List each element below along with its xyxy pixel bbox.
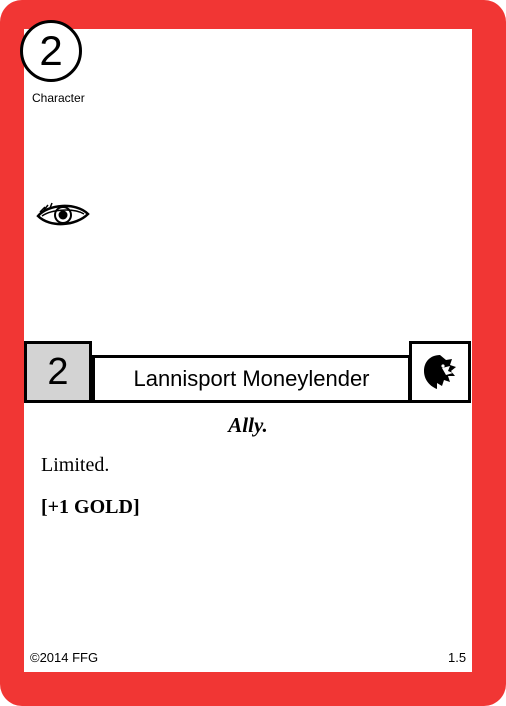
version-text: 1.5 (448, 650, 467, 665)
lion-house-icon (420, 352, 460, 392)
rules-text-keyword: Limited. (41, 454, 110, 476)
card-traits: Ally. (228, 413, 268, 437)
card-name: Lannisport Moneylender (92, 355, 411, 403)
strength-box: 2 (24, 341, 92, 403)
house-box (409, 341, 471, 403)
eye-icon (36, 200, 90, 230)
cost-circle: 2 (20, 20, 82, 82)
card-type-label: Character (32, 91, 85, 105)
rules-text-gold: [+1 GOLD] (41, 496, 140, 518)
copyright-text: ©2014 FFG (30, 650, 99, 665)
